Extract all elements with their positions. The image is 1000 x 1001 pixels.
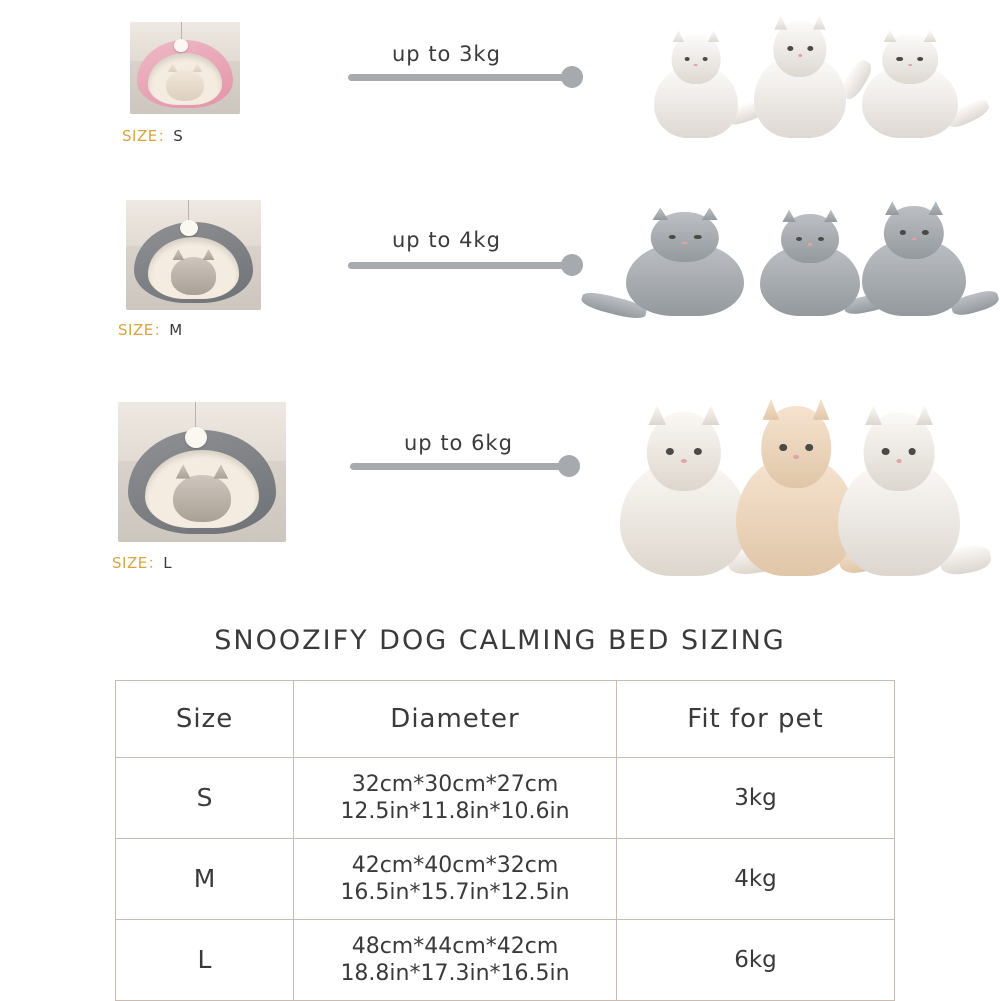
- size-label-value: S: [173, 127, 184, 145]
- table-cell-diameter: [294, 920, 617, 1001]
- table-header-row: [116, 681, 895, 758]
- diameter-cm: 42cm*40cm*32cm: [351, 852, 559, 878]
- table-row: [116, 920, 895, 1001]
- arrow-line-large: [350, 463, 574, 470]
- arrow-line-small: [348, 74, 578, 81]
- table-header-fit: Fit for pet: [617, 681, 895, 758]
- table-row: [116, 758, 895, 839]
- diameter-in: 18.8in*17.3in*16.5in: [340, 961, 570, 986]
- cat-bed-large-grey-icon: [118, 402, 286, 542]
- table-cell-size: S: [116, 758, 294, 839]
- size-label-key: SIZE：: [112, 554, 164, 572]
- grey-cat-3: [862, 206, 966, 316]
- table-header-size: Size: [116, 681, 294, 758]
- table-row: [116, 839, 895, 920]
- diameter-in: 12.5in*11.8in*10.6in: [340, 799, 570, 824]
- size-label-value: L: [163, 554, 173, 572]
- weight-text-medium: up to 4kg: [392, 228, 501, 252]
- table-cell-size: M: [116, 839, 294, 920]
- arrow-dot-medium: [561, 254, 583, 276]
- sizing-table: [115, 680, 895, 1001]
- table-cell-fit: 6kg: [617, 920, 895, 1001]
- weight-text-large: up to 6kg: [404, 431, 513, 455]
- fluffy-cat-3: [838, 412, 960, 576]
- diameter-in: 16.5in*15.7in*12.5in: [340, 880, 570, 905]
- table-cell-diameter: [294, 839, 617, 920]
- table-cell-size: L: [116, 920, 294, 1001]
- grey-cat-2: [760, 214, 860, 316]
- three-grey-cats-icon: [600, 192, 960, 322]
- arrow-dot-small: [561, 66, 583, 88]
- diameter-cm: 32cm*30cm*27cm: [351, 771, 559, 797]
- weight-text-small: up to 3kg: [392, 42, 501, 66]
- size-row-small: [0, 8, 1000, 173]
- diameter-cm: 48cm*44cm*42cm: [351, 933, 559, 959]
- size-label-large: [112, 552, 172, 573]
- kitten-2: [754, 20, 846, 138]
- table-cell-fit: 4kg: [617, 839, 895, 920]
- table-header-diameter: Diameter: [294, 681, 617, 758]
- kitten-1: [654, 34, 738, 138]
- table-cell-diameter: [294, 758, 617, 839]
- table-cell-fit: 3kg: [617, 758, 895, 839]
- page-title: SNOOZIFY DOG CALMING BED SIZING: [214, 625, 786, 656]
- size-label-value: M: [169, 321, 183, 339]
- cat-bed-small-pink-icon: [130, 22, 240, 114]
- grey-cat-1: [626, 212, 744, 316]
- three-white-kittens-icon: [648, 16, 966, 138]
- size-label-key: SIZE：: [118, 321, 170, 339]
- arrow-dot-large: [558, 455, 580, 477]
- size-label-small: [122, 125, 183, 146]
- arrow-line-medium: [348, 262, 578, 269]
- three-fluffy-cats-icon: [612, 392, 960, 580]
- size-label-key: SIZE：: [122, 127, 174, 145]
- cat-bed-medium-grey-icon: [126, 200, 261, 310]
- fluffy-cat-1: [620, 412, 748, 576]
- size-label-medium: [118, 319, 183, 340]
- kitten-3: [862, 34, 958, 138]
